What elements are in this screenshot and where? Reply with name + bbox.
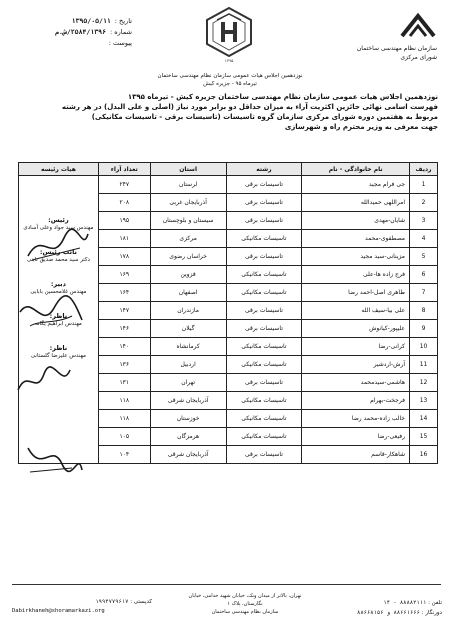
document-title: [20, 92, 438, 132]
address-text: تهران، بالاتر از میدان ونک، خیابان شهید خدامی، خیابان نگارستان، پلاک ۱ سازمان نظام مهندسی ساختمان: [188, 593, 302, 615]
cell-province: اصفهان: [150, 284, 226, 302]
cell-name: طاهری اصل-احمد رضا: [302, 284, 410, 302]
cell-field: تاسیسات برقی: [226, 176, 302, 194]
cell-name: مصطفوی-محمد: [302, 230, 410, 248]
cell-votes: ۱۷۸: [98, 248, 150, 266]
cell-province: کرمانشاه: [150, 338, 226, 356]
phone-value: ۸۸۸۸۲۱۱۱ - ۱۴: [383, 600, 427, 606]
board-member-role: ناظر:: [49, 312, 68, 320]
cell-votes: ۱۳۱: [98, 374, 150, 392]
cell-radif: 5: [410, 248, 438, 266]
organization-name-text: سازمان نظام مهندسی ساختمان شورای مرکزی: [356, 45, 437, 61]
cell-votes: ۱۰۴: [98, 446, 150, 464]
fax-value: ۸۸۶۶۱۶۶۶ و ۸۸۶۶۸۱۵۶: [357, 610, 420, 616]
cell-radif: 9: [410, 320, 438, 338]
cell-province: مرکزی: [150, 230, 226, 248]
cell-field: تاسیسات برقی: [226, 446, 302, 464]
svg-text:۱۳۹۵: ۱۳۹۵: [224, 58, 234, 63]
cell-radif: 10: [410, 338, 438, 356]
table-header-row: [19, 163, 438, 176]
board-member-name: دکتر سید محمد صدیق تابنی: [26, 257, 90, 263]
cell-name: خالب زاده-محمد رضا: [302, 410, 410, 428]
cell-field: تاسیسات برقی: [226, 248, 302, 266]
title-line-3: مربوط به هفتمین دوره شورای مرکزی سازمان گروه تاسیسات (تاسیسات برقی - تاسیسات مکانیکی): [91, 113, 438, 121]
cell-field: تاسیسات برقی: [226, 194, 302, 212]
header-board: هیات رئیسه: [19, 163, 99, 176]
attachment-label: پیوست :: [108, 39, 132, 47]
header-votes: تعداد آراء: [98, 163, 150, 176]
cell-name: فرجخت-بهرام: [302, 392, 410, 410]
number-value: ۲۵۸۴/۱۳۹۶/ش.م: [55, 28, 106, 36]
cell-province: آذربایجان شرقی: [150, 446, 226, 464]
cell-province: خوزستان: [150, 410, 226, 428]
table-row: [19, 176, 438, 194]
cell-name: آرش-اردشیر: [302, 356, 410, 374]
cell-votes: ۱۴۰: [98, 338, 150, 356]
cell-province: خراسان رضوی: [150, 248, 226, 266]
table-body: [19, 176, 438, 464]
cell-field: تاسیسات برقی: [226, 374, 302, 392]
board-member: [22, 312, 95, 328]
fax-row: [330, 608, 442, 618]
title-line-4: جهت معرفی به وزیر محترم راه و شهرسازی: [284, 123, 438, 131]
cell-votes: ۱۱۸: [98, 410, 150, 428]
date-label: تاریخ :: [114, 17, 132, 25]
footer-contact-right: [330, 598, 442, 618]
footer-contact-left: [12, 598, 152, 616]
title-line-1: نوزدهمین اجلاس هیات عمومی سازمان نظام مهندسی ساختمان جزیره کیش - تیرماه ۱۳۹۵: [127, 93, 438, 101]
cell-field: تاسیسات برقی: [226, 302, 302, 320]
board-member: [22, 216, 95, 232]
cell-votes: ۲۰۸: [98, 194, 150, 212]
footer-address: [180, 592, 310, 616]
board-member: [22, 280, 95, 296]
cell-radif: 14: [410, 410, 438, 428]
cell-province: لرستان: [150, 176, 226, 194]
cell-radif: 8: [410, 302, 438, 320]
board-member-name: مهندس ابراهیم یگانه: [35, 321, 82, 327]
attachment-row: [12, 38, 132, 49]
board-member-role: نائب رئیس:: [39, 248, 77, 256]
board-member-role: دبیر:: [50, 280, 66, 288]
cell-field: تاسیسات برقی: [226, 212, 302, 230]
board-cell: [19, 176, 99, 464]
organization-name: [287, 44, 437, 62]
board-member-name: مهندس سید جواد وعلی آسادی: [23, 225, 94, 231]
organization-emblem-icon: [205, 6, 253, 64]
cell-province: اردبیل: [150, 356, 226, 374]
board-member-role: رئیس:: [48, 216, 69, 224]
cell-province: سیستان و بلوچستان: [150, 212, 226, 230]
council-logo-icon: [398, 10, 438, 40]
board-member: [22, 248, 95, 264]
cell-radif: 6: [410, 266, 438, 284]
cell-name: علی بیا-سیف الله: [302, 302, 410, 320]
date-value: ۱۳۹۵/۰۵/۱۱: [71, 17, 111, 25]
cell-name: امراللهی حمیدالله: [302, 194, 410, 212]
cell-field: تاسیسات مکانیکی: [226, 428, 302, 446]
cell-province: گیلان: [150, 320, 226, 338]
cell-field: تاسیسات مکانیکی: [226, 266, 302, 284]
cell-province: هرمزگان: [150, 428, 226, 446]
cell-votes: ۱۰۵: [98, 428, 150, 446]
title-line-2: فهرست اسامی نهائی حائزین اکثریت آراء به میزان حداقل دو برابر مورد نیاز (اصلی و علی البدل) در هر رشته: [61, 103, 438, 111]
cell-province: آذربایجان غربی: [150, 194, 226, 212]
cell-radif: 12: [410, 374, 438, 392]
meeting-caption-line-2: تیرماه ۹۵ - جزیره کیش: [203, 81, 257, 87]
cell-field: تاسیسات مکانیکی: [226, 284, 302, 302]
postal-label: کدپستی :: [130, 599, 152, 605]
cell-province: قزوین: [150, 266, 226, 284]
cell-province: آذربایجان شرقی: [150, 392, 226, 410]
cell-name: شایان-مهدی: [302, 212, 410, 230]
board-member-name: مهندس غلامحسین بابایی: [30, 289, 87, 295]
letter-meta: [12, 16, 132, 49]
results-table: [18, 162, 438, 464]
cell-votes: ۲۴۷: [98, 176, 150, 194]
cell-name: هاشمی-سیدمحمد: [302, 374, 410, 392]
email-text: Dabirkhaneh@shoramarkazi.org: [12, 608, 105, 614]
header-radif: ردیف: [410, 163, 438, 176]
cell-radif: 16: [410, 446, 438, 464]
cell-name: مزینانی-سید مجید: [302, 248, 410, 266]
cell-votes: ۱۴۶: [98, 320, 150, 338]
cell-radif: 15: [410, 428, 438, 446]
cell-votes: ۱۳۶: [98, 356, 150, 374]
cell-name: رفیعی-رضا: [302, 428, 410, 446]
phone-label: تلفن :: [428, 600, 442, 606]
header-name: نام خانوادگی - نام: [302, 163, 410, 176]
board-member-role: ناظر:: [49, 344, 68, 352]
cell-name: علیپور-کیانوش: [302, 320, 410, 338]
cell-name: جی فرام مجید: [302, 176, 410, 194]
cell-votes: ۱۱۸: [98, 392, 150, 410]
cell-votes: ۱۶۴: [98, 284, 150, 302]
header-province: استان: [150, 163, 226, 176]
postal-row: [12, 598, 152, 607]
footer-divider: [12, 584, 441, 585]
cell-radif: 11: [410, 356, 438, 374]
phone-row: [330, 598, 442, 608]
cell-votes: ۱۶۹: [98, 266, 150, 284]
cell-name: کرانی-رضا: [302, 338, 410, 356]
meeting-caption-line-1: نوزدهمین اجلاس هیات عمومی سازمان نظام مهندسی ساختمان: [157, 73, 303, 79]
cell-radif: 13: [410, 392, 438, 410]
cell-radif: 2: [410, 194, 438, 212]
cell-radif: 4: [410, 230, 438, 248]
cell-province: تهران: [150, 374, 226, 392]
cell-field: تاسیسات برقی: [226, 320, 302, 338]
cell-field: تاسیسات مکانیکی: [226, 338, 302, 356]
date-row: [12, 16, 132, 27]
cell-field: تاسیسات مکانیکی: [226, 392, 302, 410]
cell-name: شاهکار-قاسم: [302, 446, 410, 464]
number-row: [12, 27, 132, 38]
cell-field: تاسیسات مکانیکی: [226, 410, 302, 428]
cell-votes: ۱۸۱: [98, 230, 150, 248]
cell-votes: ۱۴۷: [98, 302, 150, 320]
postal-value: ۱۹۹۴۷۷۹۶۱۷: [95, 599, 129, 605]
board-member-name: مهندس علیرضا گلستانی: [30, 353, 87, 359]
meeting-caption: [130, 72, 330, 88]
cell-radif: 1: [410, 176, 438, 194]
number-label: شماره :: [110, 28, 132, 36]
cell-name: فرج زاده ها-علی: [302, 266, 410, 284]
cell-field: تاسیسات مکانیکی: [226, 356, 302, 374]
cell-field: تاسیسات مکانیکی: [226, 230, 302, 248]
cell-radif: 7: [410, 284, 438, 302]
header-field: رشته: [226, 163, 302, 176]
cell-province: مازندران: [150, 302, 226, 320]
board-member: [22, 344, 95, 360]
cell-radif: 3: [410, 212, 438, 230]
cell-votes: ۱۹۵: [98, 212, 150, 230]
fax-label: دورنگار :: [421, 610, 442, 616]
